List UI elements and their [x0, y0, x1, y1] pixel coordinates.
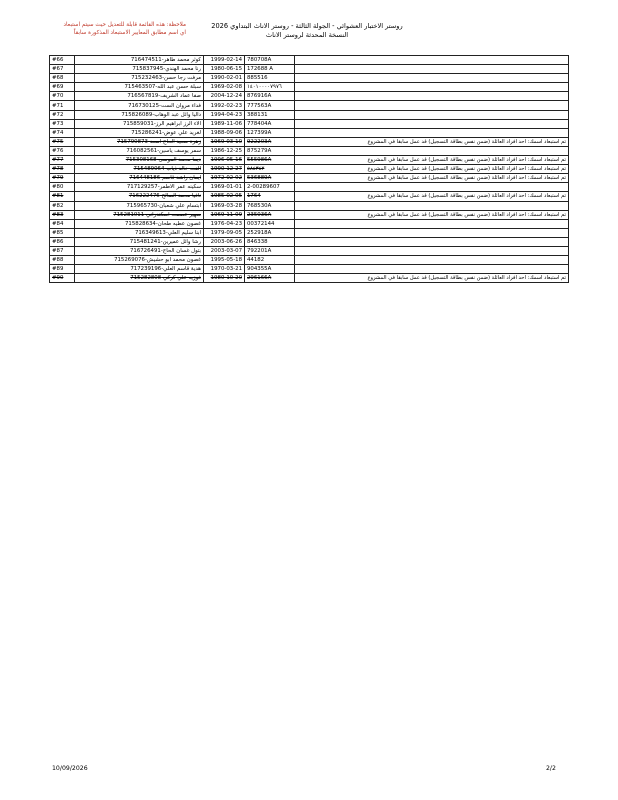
name-cell: بتول غسان الحاج-716726491: [75, 246, 204, 255]
document-title: [198, 22, 416, 39]
birth-date-cell: 1986-12-25: [204, 146, 245, 155]
table-row: [50, 246, 569, 255]
table-row: [50, 101, 569, 110]
birth-date-cell: 1969-03-10: [204, 137, 245, 146]
row-number-cell: #69: [50, 83, 75, 92]
name-cell: فوزيه علي كركي-715282808: [75, 274, 204, 283]
birth-date-cell: 1969-03-28: [204, 201, 245, 210]
table-row: [50, 128, 569, 137]
birth-date-cell: 1969-11-09: [204, 210, 245, 219]
row-number-cell: #88: [50, 256, 75, 265]
birth-date-cell: 1979-09-05: [204, 228, 245, 237]
exclusion-note-cell: [295, 119, 569, 128]
birth-date-cell: 1969-01-01: [204, 183, 245, 192]
birth-date-cell: 1985-02-05: [204, 192, 245, 201]
id-code-cell: 172688 A: [245, 65, 295, 74]
exclusion-note-cell: تم استبعاد اسمك: احد افراد العائلة (ضمن نفس بطاقة التسجيل) قد عمل سابقا في المشروع: [295, 165, 569, 174]
row-number-cell: #73: [50, 119, 75, 128]
row-number-cell: #72: [50, 110, 75, 119]
table-row: [50, 119, 569, 128]
id-code-cell: 922203A: [245, 137, 295, 146]
table-row: [50, 137, 569, 146]
id-code-cell: 388131: [245, 110, 295, 119]
id-code-cell: 778404A: [245, 119, 295, 128]
row-number-cell: #67: [50, 65, 75, 74]
note-line-1: ملاحظة: هذه القائمة قابلة للتعديل حيث سيتم استبعاد: [63, 22, 186, 28]
exclusion-note-cell: تم استبعاد اسمك: احد افراد العائلة (ضمن نفس بطاقة التسجيل) قد عمل سابقا في المشروع: [295, 137, 569, 146]
row-number-cell: #81: [50, 192, 75, 201]
exclusion-note-cell: تم استبعاد اسمك: احد افراد العائلة (ضمن نفس بطاقة التسجيل) قد عمل سابقا في المشروع: [295, 274, 569, 283]
row-number-cell: #76: [50, 146, 75, 155]
id-code-cell: 127399A: [245, 128, 295, 137]
table-row: [50, 92, 569, 101]
exclusion-note-cell: [295, 146, 569, 155]
birth-date-cell: 1996-05-16: [204, 156, 245, 165]
birth-date-cell: 1995-05-18: [204, 256, 245, 265]
exclusion-note: [48, 22, 186, 37]
exclusion-note-cell: [295, 74, 569, 83]
row-number-cell: #75: [50, 137, 75, 146]
name-cell: فداء مروان الست-716730125: [75, 101, 204, 110]
title-line-2: النسخة المحدثة لروستر الاناث: [265, 30, 349, 39]
exclusion-note-cell: [295, 83, 569, 92]
exclusion-note-cell: تم استبعاد اسمك: احد افراد العائلة (ضمن نفس بطاقة التسجيل) قد عمل سابقا في المشروع: [295, 192, 569, 201]
name-cell: داليا وائل عبد الوهاب-715826089: [75, 110, 204, 119]
name-cell: لغريد علي عوض-715286241: [75, 128, 204, 137]
birth-date-cell: 1990-02-01: [204, 74, 245, 83]
name-cell: ديما محمد الموسى-715308168: [75, 156, 204, 165]
id-code-cell: 44182: [245, 256, 295, 265]
table-row: [50, 201, 569, 210]
birth-date-cell: 2003-06-26: [204, 237, 245, 246]
row-number-cell: #87: [50, 246, 75, 255]
row-number-cell: #80: [50, 183, 75, 192]
exclusion-note-cell: [295, 219, 569, 228]
exclusion-note-cell: [295, 256, 569, 265]
id-code-cell: 235036A: [245, 210, 295, 219]
exclusion-note-cell: تم استبعاد اسمك: احد افراد العائلة (ضمن نفس بطاقة التسجيل) قد عمل سابقا في المشروع: [295, 156, 569, 165]
row-number-cell: #74: [50, 128, 75, 137]
birth-date-cell: 1976-04-23: [204, 219, 245, 228]
row-number-cell: #89: [50, 265, 75, 274]
table-row: [50, 219, 569, 228]
name-cell: زهرة سعيد الحاج اسعد-715790873: [75, 137, 204, 146]
table-row: [50, 56, 569, 65]
name-cell: الفت خالد ذياب-715489064: [75, 165, 204, 174]
exclusion-note-cell: [295, 56, 569, 65]
row-number-cell: #77: [50, 156, 75, 165]
row-number-cell: #68: [50, 74, 75, 83]
note-line-2: اي اسم مطابق المعايير الاستبعاد المذكورة سابقاً: [73, 29, 186, 36]
id-code-cell: 768530A: [245, 201, 295, 210]
table-row: [50, 74, 569, 83]
table-row: [50, 192, 569, 201]
id-code-cell: ١٤٠١٠٠٠٠٧٩٧٦: [245, 83, 295, 92]
table-row: [50, 274, 569, 283]
row-number-cell: #82: [50, 201, 75, 210]
birth-date-cell: 1989-11-06: [204, 119, 245, 128]
name-cell: ايمان راشد قاسم-716448186: [75, 174, 204, 183]
name-cell: كوثر محمد طاهر-716474511: [75, 56, 204, 65]
exclusion-note-cell: [295, 110, 569, 119]
id-code-cell: 00372144: [245, 219, 295, 228]
exclusion-note-cell: تم استبعاد اسمك: احد افراد العائلة (ضمن نفس بطاقة التسجيل) قد عمل سابقا في المشروع: [295, 174, 569, 183]
exclusion-note-cell: [295, 201, 569, 210]
birth-date-cell: 1970-03-21: [204, 265, 245, 274]
page-number: 2/2: [546, 765, 556, 772]
exclusion-note-cell: تم استبعاد اسمك: احد افراد العائلة (ضمن نفس بطاقة التسجيل) قد عمل سابقا في المشروع: [295, 210, 569, 219]
table-row: [50, 228, 569, 237]
exclusion-note-cell: [295, 128, 569, 137]
name-cell: سهير عصمت اسكندراني-715281011: [75, 210, 204, 219]
row-number-cell: #86: [50, 237, 75, 246]
row-number-cell: #90: [50, 274, 75, 283]
name-cell: ابنا سليم العلي-716349613: [75, 228, 204, 237]
id-code-cell: 296166A: [245, 274, 295, 283]
table-row: [50, 256, 569, 265]
id-code-cell: 252918A: [245, 228, 295, 237]
birth-date-cell: 2004-12-24: [204, 92, 245, 101]
table-row: [50, 165, 569, 174]
title-line-1: روستر الاختبار العشوائي - الجولة الثالثة - روستر الاناث البتداوي 2026: [211, 22, 403, 30]
birth-date-cell: 1980-10-20: [204, 274, 245, 283]
birth-date-cell: 1999-02-14: [204, 56, 245, 65]
id-code-cell: 2-00289607: [245, 183, 295, 192]
table-row: [50, 210, 569, 219]
id-code-cell: 846338: [245, 237, 295, 246]
name-cell: غصون محمد ابو حشيش-715269076: [75, 256, 204, 265]
table-row: [50, 146, 569, 155]
birth-date-cell: 1972-02-02: [204, 174, 245, 183]
birth-date-cell: 1980-06-15: [204, 65, 245, 74]
table-row: [50, 174, 569, 183]
birth-date-cell: 1992-02-23: [204, 101, 245, 110]
row-number-cell: #83: [50, 210, 75, 219]
roster-table: [49, 55, 569, 283]
table-row: [50, 65, 569, 74]
name-cell: سمر يوسف ياسين-716082561: [75, 146, 204, 155]
id-code-cell: 777563A: [245, 101, 295, 110]
row-number-cell: #79: [50, 174, 75, 183]
table-row: [50, 110, 569, 119]
birth-date-cell: 1988-09-06: [204, 128, 245, 137]
id-code-cell: 885516: [245, 74, 295, 83]
row-number-cell: #84: [50, 219, 75, 228]
row-number-cell: #71: [50, 101, 75, 110]
name-cell: سكينه عمر الاطمر-717129257: [75, 183, 204, 192]
name-cell: نافيا محمد الصالح-716222476: [75, 192, 204, 201]
exclusion-note-cell: [295, 246, 569, 255]
name-cell: رنا محمد الهندي-715837945: [75, 65, 204, 74]
name-cell: الاء الرز ابراهيم الرز-715859031: [75, 119, 204, 128]
footer-date: 10/09/2026: [52, 765, 88, 772]
birth-date-cell: 2003-03-07: [204, 246, 245, 255]
exclusion-note-cell: [295, 65, 569, 74]
row-number-cell: #85: [50, 228, 75, 237]
table-row: [50, 265, 569, 274]
id-code-cell: 876916A: [245, 92, 295, 101]
name-cell: رشا وائل عميرين-715481241: [75, 237, 204, 246]
id-code-cell: 904355A: [245, 265, 295, 274]
exclusion-note-cell: [295, 183, 569, 192]
roster-table-body: [50, 56, 569, 283]
exclusion-note-cell: [295, 265, 569, 274]
exclusion-note-cell: [295, 237, 569, 246]
row-number-cell: #66: [50, 56, 75, 65]
id-code-cell: 875279A: [245, 146, 295, 155]
name-cell: سبلة حسن عبد الله-715463507: [75, 83, 204, 92]
name-cell: صفا عماد الشريف-716567819: [75, 92, 204, 101]
exclusion-note-cell: [295, 92, 569, 101]
id-code-cell: 555986A: [245, 156, 295, 165]
exclusion-note-cell: [295, 228, 569, 237]
row-number-cell: #70: [50, 92, 75, 101]
exclusion-note-cell: [295, 101, 569, 110]
id-code-cell: 536889A: [245, 174, 295, 183]
table-row: [50, 83, 569, 92]
row-number-cell: #78: [50, 165, 75, 174]
birth-date-cell: 1990-12-27: [204, 165, 245, 174]
table-row: [50, 237, 569, 246]
id-code-cell: 1764: [245, 192, 295, 201]
name-cell: ابتسام علي شعبان-715965730: [75, 201, 204, 210]
id-code-cell: ٥٨٤٣٤٢: [245, 165, 295, 174]
name-cell: هدية قاسم العلي-717239196: [75, 265, 204, 274]
table-row: [50, 156, 569, 165]
birth-date-cell: 1969-02-08: [204, 83, 245, 92]
id-code-cell: 792201A: [245, 246, 295, 255]
name-cell: مرفت رجا حسن-715232463: [75, 74, 204, 83]
birth-date-cell: 1994-04-23: [204, 110, 245, 119]
table-row: [50, 183, 569, 192]
name-cell: غصون عطيه طحان-715828634: [75, 219, 204, 228]
id-code-cell: 780708A: [245, 56, 295, 65]
